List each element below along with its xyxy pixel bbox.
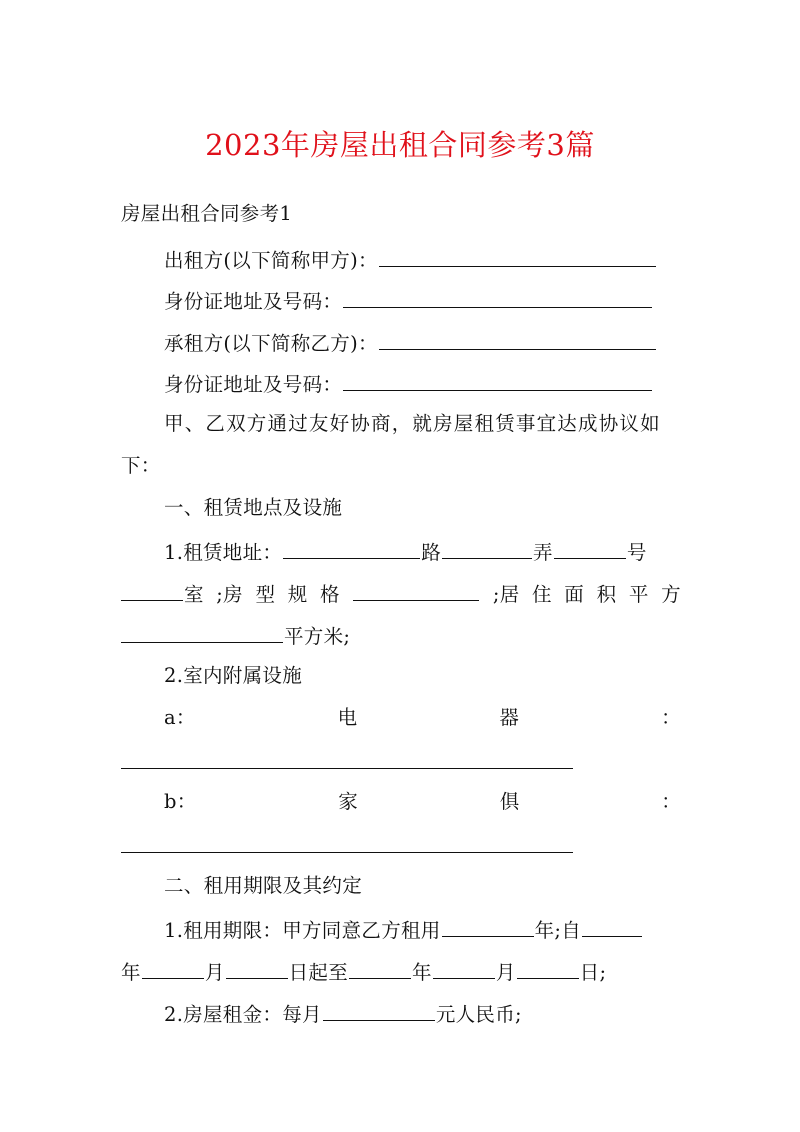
start-month-text: 月: [204, 961, 225, 984]
appliances-line: [164, 708, 681, 728]
rent-suffix: 元人民币;: [435, 1003, 522, 1026]
road-blank[interactable]: [283, 540, 420, 559]
end-day-text: 日;: [579, 961, 607, 984]
term-year-from: 年;自: [534, 919, 582, 942]
party-a-blank[interactable]: [379, 248, 656, 267]
intro-line-2: 下：: [121, 454, 161, 477]
number-text: 号: [626, 541, 647, 564]
party-b-line: [164, 331, 681, 354]
appliances-char-2: 器: [499, 706, 520, 729]
type-char-4: 格: [320, 583, 340, 606]
road-text: 路: [421, 541, 442, 564]
rent-amount-blank[interactable]: [323, 1002, 435, 1021]
furniture-blank[interactable]: [121, 852, 573, 853]
start-month-blank[interactable]: [142, 960, 204, 979]
address-line: [164, 540, 681, 563]
appliances-char-1: 电: [337, 706, 358, 729]
party-b-blank[interactable]: [379, 331, 656, 350]
section-2-title: 二、租用期限及其约定: [164, 874, 363, 897]
number-blank[interactable]: [554, 540, 626, 559]
sqm-text: 平方米;: [284, 625, 351, 648]
area-char-6: 方: [661, 583, 681, 606]
lane-blank[interactable]: [442, 540, 532, 559]
party-a-label: 出租方(以下简称甲方)：: [164, 249, 378, 272]
room-type-blank[interactable]: [353, 582, 479, 601]
area-char-5: 平: [628, 583, 649, 606]
area-char-1: ;居: [492, 583, 520, 606]
area-blank[interactable]: [121, 624, 283, 643]
area-char-4: 积: [596, 583, 617, 606]
end-day-blank[interactable]: [517, 960, 579, 979]
lane-text: 弄: [533, 541, 553, 564]
facilities-title: 2.室内附属设施: [164, 664, 303, 687]
term-line-1: [164, 918, 681, 941]
start-day-blank[interactable]: [226, 960, 288, 979]
document-title: 2023年房屋出租合同参考3篇: [205, 128, 595, 162]
furniture-char-2: 俱: [499, 790, 520, 813]
start-year-text: 年: [121, 961, 141, 984]
intro-line-1: 甲、乙双方通过友好协商，就房屋租赁事宜达成协议如: [164, 412, 661, 435]
party-b-id-label: 身份证地址及号码：: [164, 373, 343, 396]
term-years-blank[interactable]: [442, 918, 534, 937]
appliances-colon: ：: [661, 706, 681, 729]
term-label: 1.租用期限：甲方同意乙方租用: [164, 919, 441, 942]
appliances-prefix: a：: [164, 706, 196, 729]
start-year-blank[interactable]: [582, 918, 642, 937]
section-1-title: 一、租赁地点及设施: [164, 496, 343, 519]
room-blank[interactable]: [121, 582, 183, 601]
furniture-prefix: b：: [164, 790, 197, 813]
end-month-text: 月: [495, 961, 516, 984]
party-a-id-line: [164, 289, 681, 312]
party-a-id-label: 身份证地址及号码：: [164, 290, 343, 313]
furniture-colon: ：: [661, 790, 681, 813]
rent-label: 2.房屋租金：每月: [164, 1003, 322, 1026]
appliances-blank[interactable]: [121, 768, 573, 769]
type-char-1: ;房: [216, 583, 243, 606]
room-text: 室: [184, 583, 204, 606]
type-char-3: 规: [287, 583, 308, 606]
room-type-line: [121, 582, 681, 605]
party-b-label: 承租方(以下简称乙方)：: [164, 332, 378, 355]
start-day-text: 日起至: [288, 961, 349, 984]
rent-line: [164, 1002, 681, 1025]
area-char-3: 面: [564, 583, 585, 606]
end-year-blank[interactable]: [349, 960, 411, 979]
section-heading: 房屋出租合同参考1: [121, 202, 293, 225]
furniture-char-1: 家: [338, 790, 359, 813]
area-char-2: 住: [531, 583, 552, 606]
party-a-line: [164, 248, 681, 271]
term-line-2: [121, 960, 681, 983]
area-line: [121, 624, 681, 647]
furniture-line: [164, 792, 681, 812]
type-char-2: 型: [255, 583, 276, 606]
party-b-id-blank[interactable]: [343, 372, 652, 391]
party-a-id-blank[interactable]: [343, 289, 652, 308]
end-year-text: 年: [412, 961, 432, 984]
party-b-id-line: [164, 372, 681, 395]
end-month-blank[interactable]: [433, 960, 495, 979]
address-label: 1.租赁地址：: [164, 541, 283, 564]
